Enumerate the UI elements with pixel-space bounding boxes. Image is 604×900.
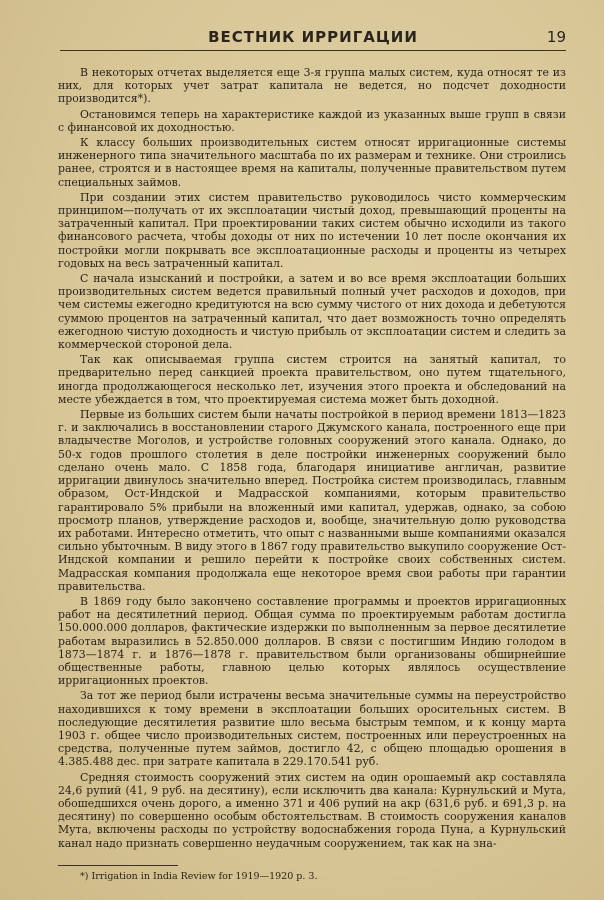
paragraph: Остановимся теперь на характеристике каждой из указанных выше групп в связи с финансовой их доходностью. <box>58 107 566 134</box>
paragraph: Первые из больших систем были начаты постройкой в период времени 1813—1823 г. и заключались в восстановлении старого Джумского канала, построенного еще при владычестве Моголов, и устройстве головных сооружений этого канала. Однако, до 50-х годов прошлого столетия в деле постройки инженерных сооружений было сделано очень мало. С 1858 года, благодаря инициативе англичан, развитие ирригации двинулось значительно вперед. Постройка систем производилась, главным образом, Ост-Индской и Мадрасской компаниями, которым правительство гарантировало 5% прибыли на вложенный ими капитал, удержав, однако, за собою просмотр планов, утверждение расходов и, вообще, значительную долю руководства их работами. Интересно отметить, что опыт с названными выше компаниями оказался сильно убыточным. В виду этого в 1867 году правительство выкупило сооружение Ост-Индской компании и решило перейти к постройке своих собственных систем. Мадрасская компания продолжала еще некоторое время свои работы при гарантии правительства. <box>58 408 566 593</box>
paragraph: В 1869 году было закончено составление программы и проектов ирригационных работ на десятилетний период. Общая сумма по проектируемым работам достигла 150.000.000 долларов, фактические издержки по выполненным за первое десятилетие работам выразились в 52.850.000 долларов. В связи с постигшим Индию голодом в 1873—1874 г. и 1876—1878 г. правительством были организованы обширнейшие общественные работы, главною целью которых являлось осуществление ирригационных проектов. <box>58 594 566 688</box>
paragraph: Так как описываемая группа систем строится на занятый капитал, то предварительно перед санкцией проекта правительством, оно путем тщательного, иногда продолжающегося несколько лет, изучения этого проекта и обследований на месте убеждается в том, что проектируемая система может быть доходной. <box>58 353 566 406</box>
journal-title: ВЕСТНИК ИРРИГАЦИИ <box>208 28 418 46</box>
page-number: 19 <box>546 28 566 46</box>
paragraph: За тот же период были истрачены весьма значительные суммы на переустройство находившихся к тому времени в эксплоатации больших оросительных систем. В последующие десятилетия развитие шло весьма быстрым темпом, и к концу марта 1903 г. общее число производительных систем, построенных или переустроенных на средства, полученные путем займов, достигло 42, с общею площадью орошения в 4.385.488 дес. при затрате капитала в 229.170.541 руб. <box>58 689 566 769</box>
paragraph: К классу больших производительных систем относят ирригационные системы инженерного типа значительного масштаба по их размерам и технике. Они строились ранее, строятся и в настоящее время на капиталы, полученные правительством путем специальных займов. <box>58 136 566 189</box>
paragraph: В некоторых отчетах выделяется еще 3-я группа малых систем, куда относят те из них, для которых учет затрат капитала не ведется, но подсчет доходности производится*). <box>58 66 566 106</box>
paragraph: При создании этих систем правительство руководилось чисто коммерческим принципом—получать от их эксплоатации чистый доход, превышающий проценты на затраченный капитал. При проектировании таких систем обычно исходили из такого финансового расчета, чтобы доходы от них по истечении 10 лет после окончания их постройки могли покрывать все эксплоатационные расходы и проценты из четырех годовых на весь затраченный капитал. <box>58 190 566 270</box>
running-header <box>60 26 566 51</box>
footnote: *) Irrigation in India Review for 1919—1920 p. 3. <box>80 871 318 882</box>
article-body <box>58 66 566 860</box>
paragraph: С начала изысканий и постройки, а затем и во все время эксплоатации больших производительных систем ведется правильный полный учет расходов и доходов, при чем системы ежегодно кредитуются на всю сумму чистого от них дохода и дебетуются суммою процентов на затраченный капитал, что дает возможность точно определять ежегодною чистую доходность и чистую прибыль от эксплоатации систем и следить за коммерческой стороной дела. <box>58 272 566 352</box>
paragraph: Средняя стоимость сооружений этих систем на один орошаемый акр составляла 24,6 рупий (41, 9 руб. на десятину), если исключить два канала: Курнульский и Мута, обошедшихся очень дорого, а именно 371 и 406 рупий на акр (631,6 руб. и 691,3 р. на десятину) по совершенно особым обстоятельствам. В стоимость сооружения каналов Мута, включены расходы по устройству водоснабжения города Пуна, а Курнульский канал надо признать совершенно неудачным сооружением, так как на зна- <box>58 770 566 850</box>
footnote-divider <box>58 865 178 866</box>
